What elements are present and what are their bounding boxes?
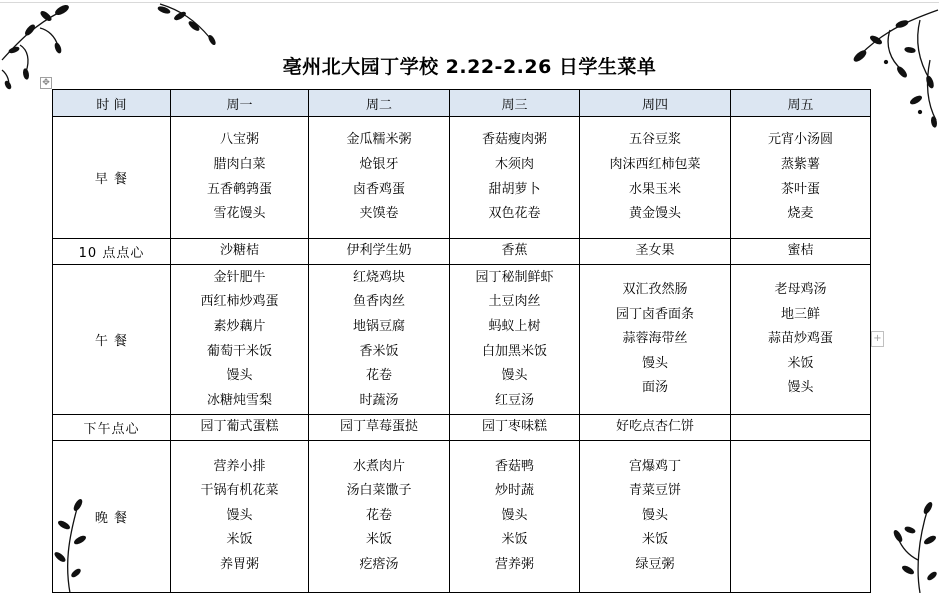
add-column-handle-icon[interactable]: + xyxy=(871,331,884,347)
menu-cell xyxy=(309,239,450,265)
menu-cell xyxy=(580,239,731,265)
dish-item: 肉沫西红柿包菜 xyxy=(609,156,701,172)
menu-cell xyxy=(171,265,309,415)
dish-item: 绿豆粥 xyxy=(635,556,675,572)
dish-item: 甜胡萝卜 xyxy=(488,181,541,197)
dish-item: 腊肉白菜 xyxy=(213,156,266,172)
dish-item: 金瓜糯米粥 xyxy=(346,132,412,148)
table-row-afternoon-snack xyxy=(53,415,871,441)
dish-item: 米饭 xyxy=(226,532,253,548)
weekly-menu-table xyxy=(52,89,871,593)
dish-item: 汤白菜馓子 xyxy=(346,483,412,499)
menu-cell xyxy=(450,440,580,592)
dish-item: 营养粥 xyxy=(494,556,534,572)
table-row-dinner xyxy=(53,440,871,592)
dish-item: 圣女果 xyxy=(635,243,675,259)
table-row-breakfast xyxy=(53,117,871,239)
menu-cell xyxy=(309,117,450,239)
dish-item: 炝银牙 xyxy=(359,156,399,172)
dish-item: 蒜苗炒鸡蛋 xyxy=(767,331,833,347)
dish-item: 伊利学生奶 xyxy=(346,243,412,259)
menu-cell xyxy=(450,415,580,441)
dish-item: 五香鹌鹑蛋 xyxy=(206,181,272,197)
page-title: 亳州北大园丁学校 2.22-2.26 日学生菜单 xyxy=(282,56,657,78)
menu-cell xyxy=(580,265,731,415)
dish-item: 地三鲜 xyxy=(780,306,820,322)
dish-item: 炒时蔬 xyxy=(494,483,534,499)
dish-item: 馒头 xyxy=(226,507,253,523)
dish-item: 双色花卷 xyxy=(488,206,541,222)
menu-cell xyxy=(309,415,450,441)
header-day-mon: 周一 xyxy=(171,90,309,117)
dish-item: 元宵小汤圆 xyxy=(767,132,833,148)
dish-item: 干锅有机花菜 xyxy=(200,483,279,499)
dish-item: 老母鸡汤 xyxy=(774,282,827,298)
dish-item: 白加黑米饭 xyxy=(481,343,547,359)
dish-item: 红豆汤 xyxy=(494,392,534,408)
dish-item: 卤香鸡蛋 xyxy=(352,181,405,197)
dish-item: 香米饭 xyxy=(359,343,399,359)
menu-cell xyxy=(171,415,309,441)
menu-cell xyxy=(580,415,731,441)
dish-item: 园丁卤香面条 xyxy=(615,306,694,322)
menu-cell xyxy=(731,117,871,239)
dish-item: 好吃点杏仁饼 xyxy=(615,419,694,434)
dish-item: 蒸紫薯 xyxy=(780,156,820,172)
floral-vine-top-left-icon xyxy=(0,0,120,100)
dish-item: 双汇孜然肠 xyxy=(622,282,688,298)
dish-item: 园丁草莓蛋挞 xyxy=(339,419,418,434)
dish-item: 烧麦 xyxy=(787,206,814,222)
dish-item: 土豆肉丝 xyxy=(488,294,541,310)
header-day-fri: 周五 xyxy=(731,90,871,117)
dish-item: 金针肥牛 xyxy=(213,269,266,285)
dish-item: 米饭 xyxy=(641,532,668,548)
dish-item: 馒头 xyxy=(641,507,668,523)
dish-item: 馒头 xyxy=(787,380,814,396)
menu-cell xyxy=(731,265,871,415)
dish-item: 木须肉 xyxy=(494,156,534,172)
dish-item: 园丁葡式蛋糕 xyxy=(200,419,279,434)
dish-item: 香蕉 xyxy=(501,243,528,259)
dish-item: 米饭 xyxy=(501,532,528,548)
dish-item: 雪花馒头 xyxy=(213,206,266,222)
table-move-handle-icon[interactable]: ✥ xyxy=(40,77,52,89)
dish-item: 面汤 xyxy=(641,380,668,396)
dish-item: 营养小排 xyxy=(213,458,266,474)
dish-item: 水煮肉片 xyxy=(352,458,405,474)
dish-item: 鱼香肉丝 xyxy=(352,294,405,310)
menu-cell xyxy=(450,265,580,415)
dish-item: 葡萄干米饭 xyxy=(206,343,272,359)
dish-item: 八宝粥 xyxy=(219,132,259,148)
row-label-afternoon-snack: 下午点心 xyxy=(53,415,171,441)
dish-item: 花卷 xyxy=(365,507,392,523)
menu-cell xyxy=(171,440,309,592)
floral-vine-top-center-icon xyxy=(150,0,240,60)
menu-cell xyxy=(309,265,450,415)
dish-item: 沙糖桔 xyxy=(219,243,259,259)
menu-cell xyxy=(171,117,309,239)
dish-item: 馒头 xyxy=(501,368,528,384)
menu-cell xyxy=(731,239,871,265)
row-label-dinner: 晚 餐 xyxy=(53,440,171,592)
dish-item: 水果玉米 xyxy=(628,181,681,197)
floral-vine-bottom-right-icon xyxy=(880,500,939,593)
dish-item: 蜜桔 xyxy=(787,243,814,259)
menu-cell xyxy=(450,117,580,239)
dish-item: 园丁秘制鲜虾 xyxy=(475,269,554,285)
dish-item: 花卷 xyxy=(365,368,392,384)
dish-item: 养胃粥 xyxy=(219,556,259,572)
menu-cell xyxy=(731,440,871,592)
dish-item: 素炒藕片 xyxy=(213,318,266,334)
dish-item: 茶叶蛋 xyxy=(780,181,820,197)
menu-cell xyxy=(580,117,731,239)
dish-item: 馒头 xyxy=(501,507,528,523)
header-day-tue: 周二 xyxy=(309,90,450,117)
table-header-row xyxy=(53,90,871,117)
row-label-morning-snack: 10 点点心 xyxy=(53,239,171,265)
dish-item: 蚂蚁上树 xyxy=(488,318,541,334)
menu-cell xyxy=(580,440,731,592)
page-top-border xyxy=(0,2,939,3)
dish-item: 冰糖炖雪梨 xyxy=(206,392,272,408)
row-label-breakfast: 早 餐 xyxy=(53,117,171,239)
dish-item: 蒜蓉海带丝 xyxy=(622,331,688,347)
dish-item: 香菇鸭 xyxy=(494,458,534,474)
dish-item: 五谷豆浆 xyxy=(628,132,681,148)
dish-item: 时蔬汤 xyxy=(359,392,399,408)
menu-cell xyxy=(450,239,580,265)
dish-item: 园丁枣味糕 xyxy=(481,419,547,434)
row-label-lunch: 午 餐 xyxy=(53,265,171,415)
table-row-morning-snack xyxy=(53,239,871,265)
dish-item: 地锅豆腐 xyxy=(352,318,405,334)
dish-item: 黄金馒头 xyxy=(628,206,681,222)
menu-cell xyxy=(731,415,871,441)
header-time: 时 间 xyxy=(53,90,171,117)
dish-item: 夹馍卷 xyxy=(359,206,399,222)
header-day-thu: 周四 xyxy=(580,90,731,117)
dish-item: 红烧鸡块 xyxy=(352,269,405,285)
header-day-wed: 周三 xyxy=(450,90,580,117)
dish-item: 馒头 xyxy=(641,355,668,371)
dish-item: 馒头 xyxy=(226,368,253,384)
table-row-lunch xyxy=(53,265,871,415)
dish-item: 米饭 xyxy=(365,532,392,548)
dish-item: 西红柿炒鸡蛋 xyxy=(200,294,279,310)
dish-item: 疙瘩汤 xyxy=(359,556,399,572)
dish-item: 宫爆鸡丁 xyxy=(628,458,681,474)
dish-item: 青菜豆饼 xyxy=(628,483,681,499)
menu-cell xyxy=(309,440,450,592)
dish-item: 米饭 xyxy=(787,355,814,371)
dish-item: 香菇瘦肉粥 xyxy=(481,132,547,148)
menu-cell xyxy=(171,239,309,265)
